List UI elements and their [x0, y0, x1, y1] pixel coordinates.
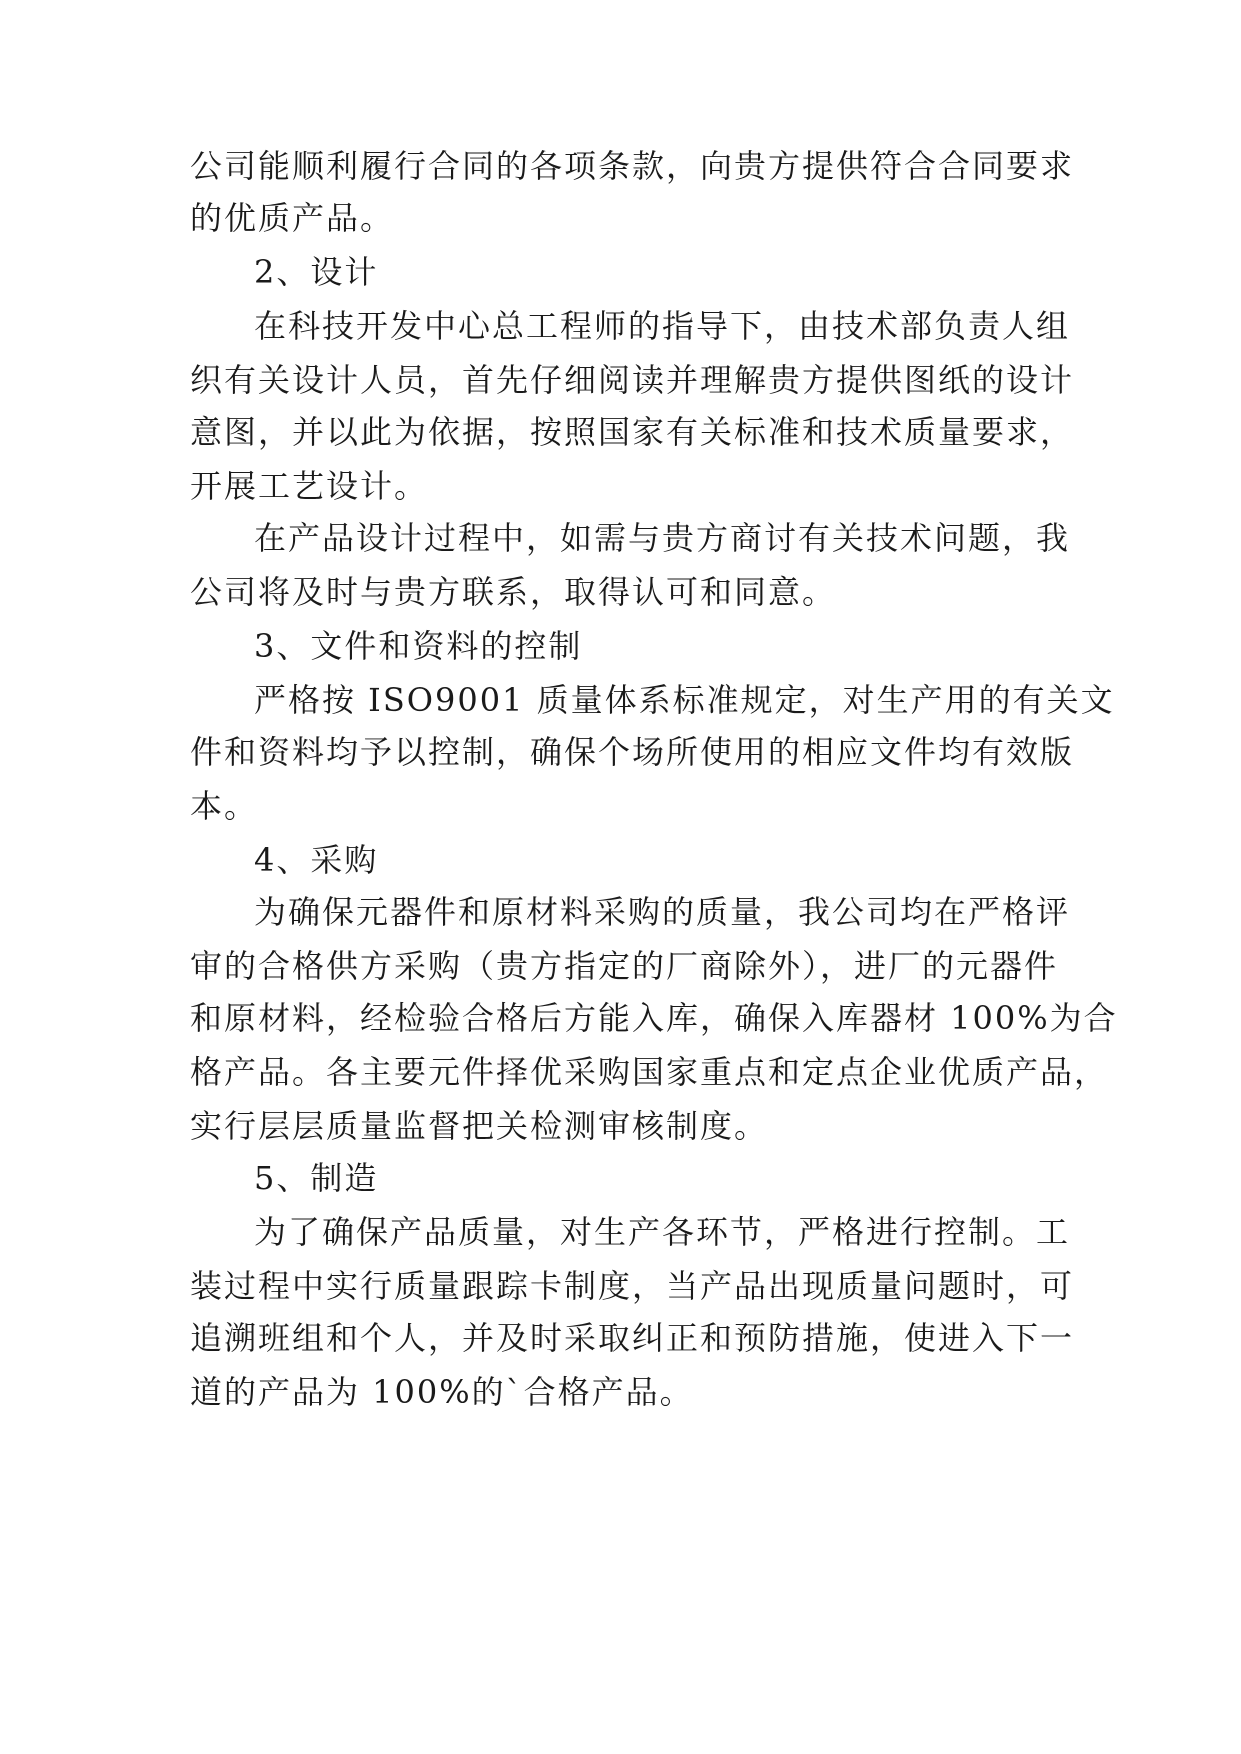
- paragraph-line: 实行层层质量监督把关检测审核制度。: [190, 1107, 769, 1145]
- paragraph-line: 件和资料均予以控制，确保个场所使用的相应文件均有效版: [190, 733, 1075, 771]
- section-heading-design: 2、设计: [254, 253, 379, 291]
- paragraph-line: 在产品设计过程中，如需与贵方商讨有关技术问题，我: [254, 519, 1071, 557]
- paragraph-line: 意图，并以此为依据，按照国家有关标准和技术质量要求，: [190, 413, 1075, 451]
- paragraph-line: 公司能顺利履行合同的各项条款，向贵方提供符合合同要求: [190, 147, 1075, 185]
- paragraph-line: 织有关设计人员，首先仔细阅读并理解贵方提供图纸的设计: [190, 361, 1075, 399]
- paragraph-line: 格产品。各主要元件择优采购国家重点和定点企业优质产品，: [190, 1053, 1109, 1091]
- paragraph-line: 本。: [190, 787, 259, 825]
- section-heading-purchasing: 4、采购: [254, 841, 379, 879]
- paragraph-line: 的优质产品。: [190, 199, 395, 237]
- paragraph-line: 道的产品为 100%的`合格产品。: [190, 1373, 694, 1411]
- section-heading-manufacturing: 5、制造: [254, 1159, 379, 1197]
- paragraph-line: 为确保元器件和原材料采购的质量，我公司均在严格评: [254, 893, 1071, 931]
- section-heading-documents: 3、文件和资料的控制: [254, 627, 583, 665]
- paragraph-line: 审的合格供方采购（贵方指定的厂商除外），进厂的元器件: [190, 947, 1059, 985]
- paragraph-line: 装过程中实行质量跟踪卡制度，当产品出现质量问题时，可: [190, 1267, 1075, 1305]
- paragraph-line: 为了确保产品质量，对生产各环节，严格进行控制。工: [254, 1213, 1071, 1251]
- paragraph-line: 严格按 ISO9001 质量体系标准规定，对生产用的有关文: [254, 681, 1115, 719]
- paragraph-line: 追溯班组和个人，并及时采取纠正和预防措施，使进入下一: [190, 1319, 1075, 1357]
- paragraph-line: 开展工艺设计。: [190, 467, 429, 505]
- paragraph-line: 在科技开发中心总工程师的指导下，由技术部负责人组: [254, 307, 1071, 345]
- paragraph-line: 公司将及时与贵方联系，取得认可和同意。: [190, 573, 837, 611]
- paragraph-line: 和原材料，经检验合格后方能入库，确保入库器材 100%为合: [190, 999, 1118, 1037]
